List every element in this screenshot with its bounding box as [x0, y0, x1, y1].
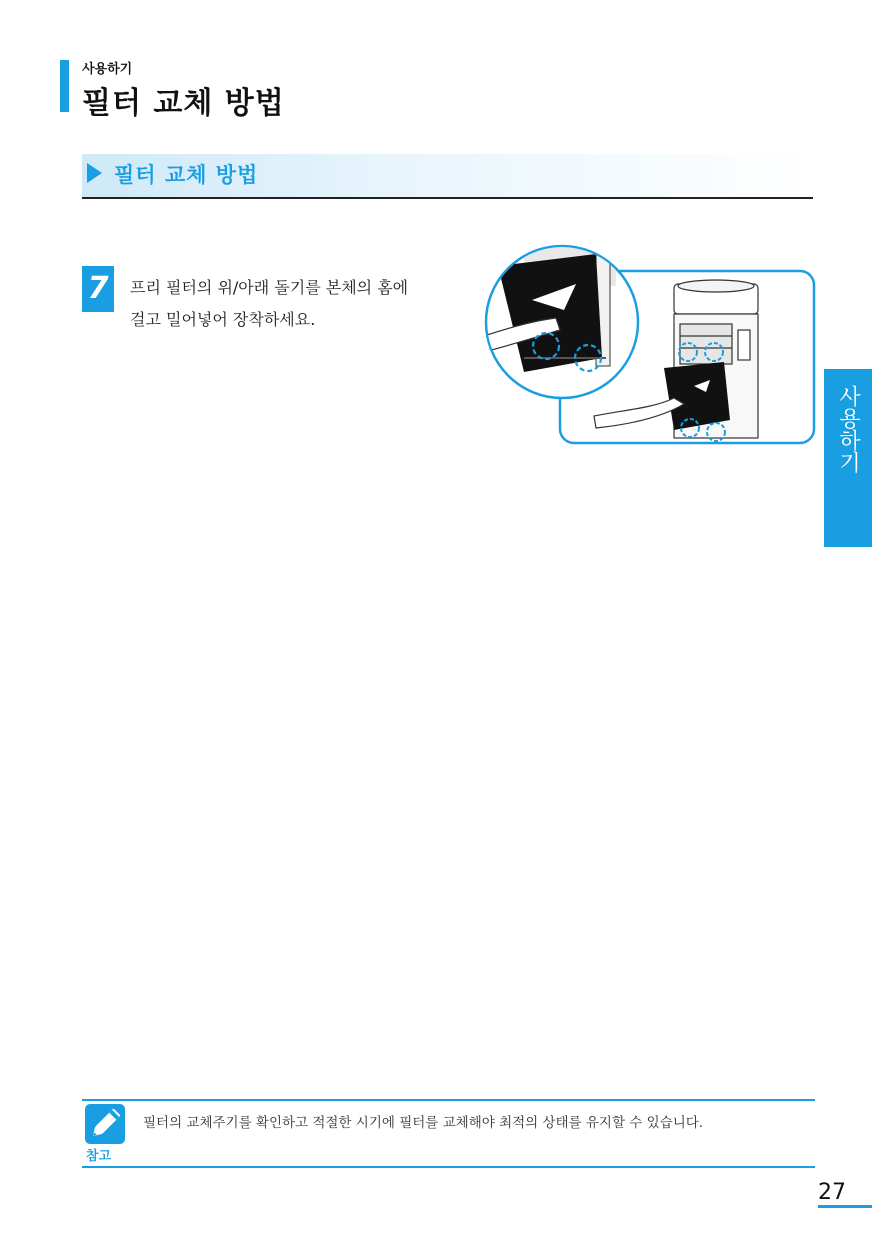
- page-number: 27: [818, 1180, 846, 1205]
- side-tab-label: 사용하기: [835, 385, 861, 473]
- triangle-right-icon: [87, 163, 102, 183]
- section-divider: [82, 197, 813, 199]
- step-number-badge: 7: [82, 266, 114, 312]
- note-bottom-rule: [82, 1166, 815, 1168]
- note-text: 필터의 교체주기를 확인하고 적절한 시기에 필터를 교체해야 최적의 상태를 유지할 수 있습니다.: [143, 1115, 704, 1131]
- page-number-underline: [818, 1205, 872, 1208]
- note-top-rule: [82, 1099, 815, 1101]
- section-title: 필터 교체 방법: [114, 163, 259, 187]
- step-instruction-line: 걸고 밀어넣어 장착하세요.: [130, 310, 316, 329]
- page-title: 필터 교체 방법: [82, 86, 285, 121]
- pencil-icon: [84, 1103, 126, 1145]
- side-chapter-tab: [824, 369, 872, 547]
- filter-install-illustration: [484, 240, 816, 448]
- step-instruction: [130, 272, 470, 336]
- header-accent-bar: [60, 60, 69, 112]
- chapter-label: 사용하기: [82, 62, 133, 77]
- note-label: 참고: [86, 1149, 112, 1164]
- step-instruction-line: 프리 필터의 위/아래 돌기를 본체의 홈에: [130, 278, 409, 297]
